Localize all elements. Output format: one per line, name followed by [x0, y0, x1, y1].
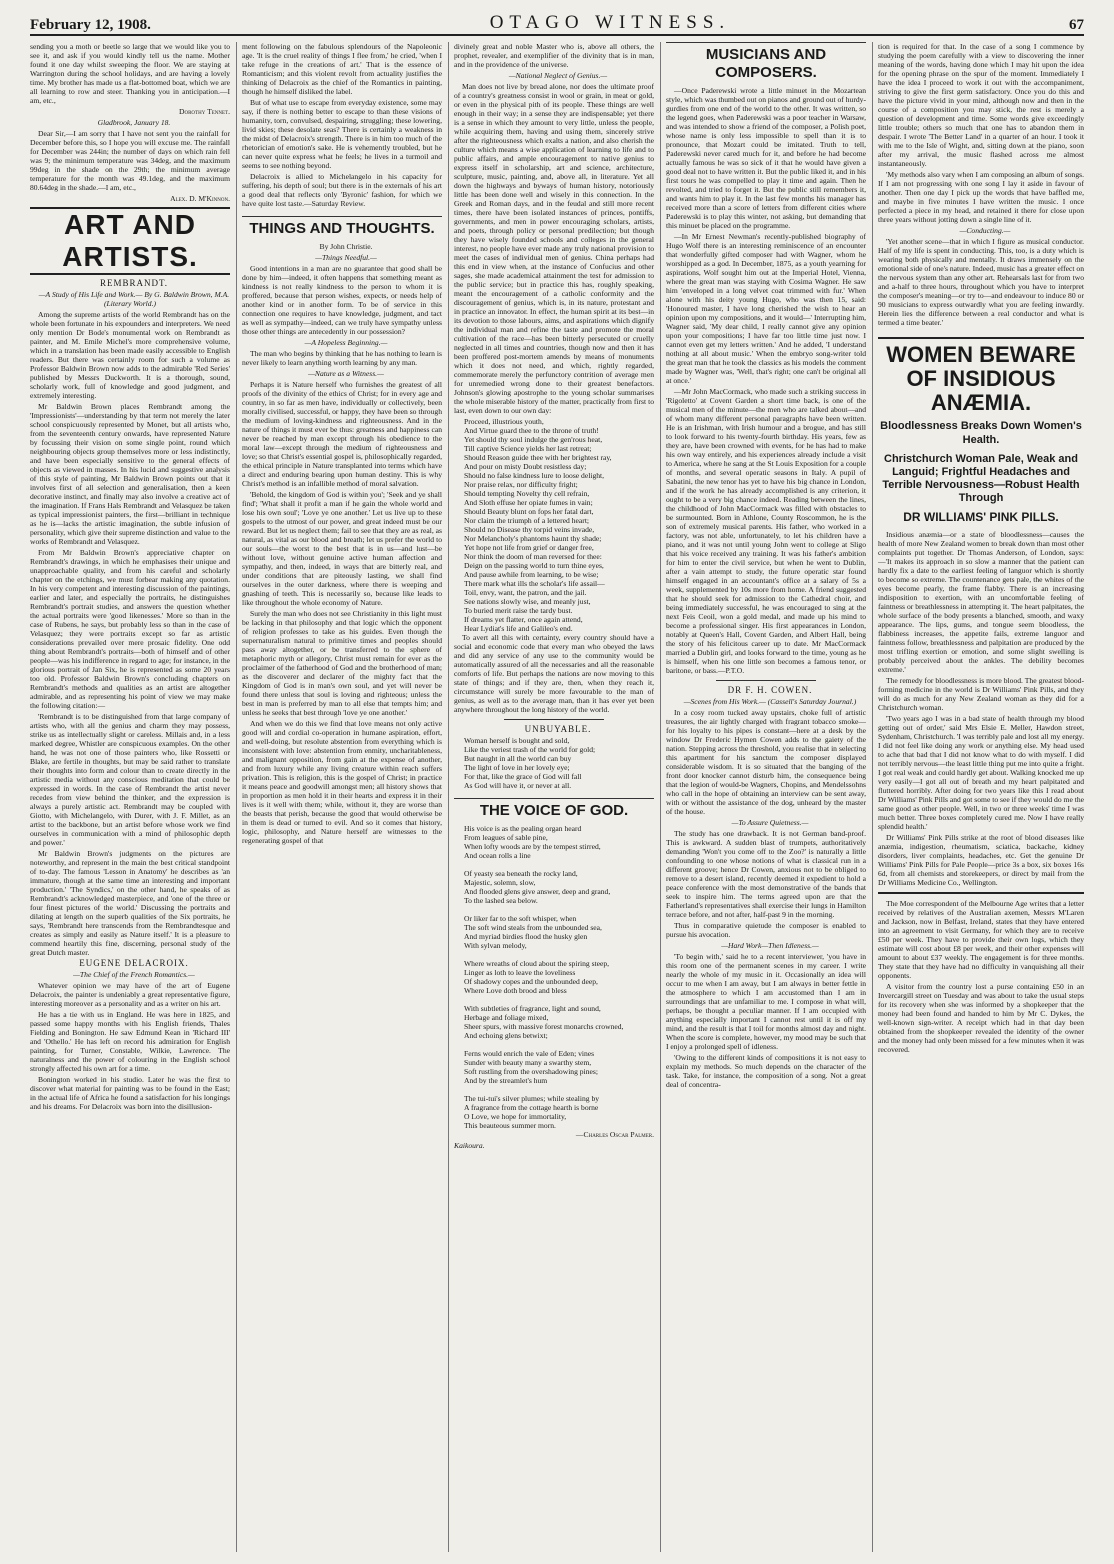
- nature-para-2: 'Behold, the kingdom of God is within you'; 'Seek and ye shall find'; 'What shall it profit a man if he gain the whole world and lose his own soul'; 'Love ye one another.' Let us live up to these gospels to the utmost of our power, and great indeed must be our reward. But let us neglect them; fail to see that they are as real, as natural, as vital as our blood and breath; let us prefer the world to our souls—the worst to the best that is in us—and lust—be without love, without genuine active human affection and sympathy, and then, indeed, in ways that are bitterly real, and under conditions that are piteously lasting, we shall find ourselves in the outer darkness, where there is weeping and gnashing of teeth. This is necessarily so, because like leads to like throughout the whole economy of Nature.: [242, 490, 442, 607]
- verse-line: Proceed, illustrious youth,: [464, 417, 544, 426]
- divider: [878, 892, 1084, 894]
- verse-line: [464, 905, 654, 914]
- cowen-subtitle: —Scenes from His Work.— (Cassell's Saturday Journal.): [683, 697, 857, 706]
- rembrandt-para-2: Mr Baldwin Brown places Rembrandt among the 'Impressionists'—understanding by that term not merely the later school conspicuously represented by Monet, but all artists who, from the seventeenth century onwards, have represented Nature by focussing their vision on some single point, round which neighbouring objects group themselves more or less indistinctly, and have been especially sensitive to the general effects of objects as viewed in masses. In his lucid and suggestive analysis of this style of painting, Mr Baldwin Brown points out that it involves first of all selection and generalisation, then a keen decorative instinct, and finally may also involve a creative act of the imagination. If Frans Hals Rembrandt and Velasquez be taken as typical impressionist painters, the first—brilliant in technique as he is—lacks the artistic imagination, the subtle infusion of personality, which give their supreme distinction and value to the works of Rembrandt and Velasquez.: [30, 402, 230, 546]
- verse-line: With sylvan melody,: [464, 941, 527, 950]
- verse-line: And pour on misty Doubt resistless day;: [464, 462, 587, 471]
- verse-line: With subtleties of fragrance, light and sound,: [464, 1004, 601, 1013]
- column-4: [666, 42, 866, 1552]
- column-3: [454, 42, 654, 1552]
- hopeless-para: The man who begins by thinking that he has nothing to learn is never likely to learn anything worth learning by any man.: [242, 349, 442, 367]
- verse-line: [464, 995, 654, 1004]
- hard-para: 'To begin with,' said he to a recent interviewer, 'you have in this room one of the permanent scenes in my career. I write nearly the whole of my music in it. Occasionally an idea will occur to me when I am away, but I am always in better fettle in the atmosphere to which I am accustomed than I am in surroundings that are unfamiliar to me. I compose in what will, perhaps, be thought a peculiar manner. If I am occupied with anything especially important I cannot rest until it is off my mind, and the result is that I toil for months almost day and night. When the score is complete, however, my mood may be such that I enjoy a prolonged spell of idleness.: [666, 952, 866, 1051]
- delacroix-para-1: Whatever opinion we may have of the art of Eugene Delacroix, the painter is undeniably a great representative figure, interesting moreover as a personality and as a writer on his art.: [30, 981, 230, 1008]
- voice-title: THE VOICE OF GOD.: [454, 798, 654, 820]
- verse-line: Yet should thy soul indulge the gen'rous heat,: [464, 435, 603, 444]
- ad-para-4: Dr Williams' Pink Pills strike at the root of blood diseases like anæmia, indigestion, rheumatism, sciatica, backache, kidney disorders, liver complaints, headaches, etc. Get the genuine Dr Williams' Pink Pills for Pale People—price 3s a box, six boxes 16s 6d, from all chemists and storekeepers, or direct by mail from the Dr Williams Medicine Co., Wellington.: [878, 833, 1084, 887]
- verse-line: Nor Melancholy's phantoms haunt thy shade;: [464, 534, 602, 543]
- nature-para-1: Perhaps it is Nature herself who furnishes the greatest of all proofs of the divinity of the ethics of Christ; for in every age and country, in so far as men have, individually or collectively, been morally civilised, successful, or happy, they have been so through the medium of loving-kindness and righteousness. And in the nature of things it must ever be thus: greatness and happiness can never be reached by man except through his obedience to the moral law—except through the medium of righteousness and love; so that Christ's essential gospel is, philosophically regarded, the ethical principle in Nature transplanted into terms which have a direct and enduring bearing upon human destiny. This is why Christ's method is an infallible method of moral salvation.: [242, 380, 442, 488]
- issue-date: February 12, 1908.: [30, 17, 151, 33]
- page-number: 67: [1069, 17, 1084, 33]
- verse-line: The light of love in her lovely eye;: [464, 763, 570, 772]
- verse-line: Ferns would enrich the vale of Eden; vines: [464, 1049, 595, 1058]
- neglect-para-1: Man does not live by bread alone, nor does the ultimate proof of a country's greatness consist in wool or grain, in meat or gold, or even in the physical pith of its people. These things are well enough in their way; in a sense they are indispensable; yet there is a sense in which they amount to very little, unless the people, while acquiring them, having and using them, sincerely strive after the righteousness which exalts a nation, and also cherish the culture which means a wise application of learning to life and to public affairs, and ample encouragement to native genius to express itself in scholarship, art and science, architecture, sculpture, music, painting, and, above all, in literature. Yet all down the highways and byways of human history, notoriously little has been done well and wisely in this connection. In the Greek and Roman days, and in the feudal and still more recent times, there have been isolated instances of princes, pontiffs, governments, and men in power encouraging scholars, artists, and poets, through policy or personal predilection; but though they have wisely founded schools and colleges in the general interest, no people have ever made any truly national provision to meet the cases of individual men of genius. China perhaps had this end in view when, at the instance of Confucius and other sages, she made academical attainment the test for admission to the public service; but in practice this has, roughly speaking, meant the encouragement of a catholic conformity and the discouragement of genius, which is, in its nature, protestant and in practice an innovator. In effect, the human spirit at its best—in its devotion to those labours, aims, and aspirations which dignify the individual man and refine the taste and promote the moral cultivation of the race—has been bitterly persecuted or cruelly neglected in all times and countries, though now and then it has been proffered post-mortem amends by means of monuments which it does not need, and which, rightly regarded, commemorate merely the perfunctory contrition of average men for unremedied wrong done to their greatest benefactors. Johnson's glowing apostrophe to the young scholar summarises the whole miserable history of the matter, practically from first to last, even down to our own day:: [454, 82, 654, 415]
- ad-para-3: 'Two years ago I was in a bad state of health through my blood getting out of order,' said Mrs Elsie E. Meller, Hawdon street, Sydenham, Christchurch. 'I was terribly pale and lost all my energy. I did not feel like doing any work or anything else. My head used to ache that bad that I did not know what to do with myself. I did not terribly nervous—the least little thing put me into quite a fright. I got real weak and could hardly get about. Walking knocked me up very easily—I got all out of breath and my heart palpitated and fluttered horribly. After doing for two years like this I read about Dr Williams' Pink Pills and got some to see if they would do me the same good as other people. Well, in two or three weeks' time I was much better. Three boxes completely cured me. Now I have really splendid health.': [878, 714, 1084, 831]
- voice-verse: [454, 824, 654, 1130]
- verse-line: If dreams yet flatter, once again attend,: [464, 615, 583, 624]
- masthead: [30, 8, 1084, 36]
- verse-line: [464, 1085, 654, 1094]
- verse-line: Sheer spurs, with massive forest monarchs crowned,: [464, 1022, 624, 1031]
- verse-line: But naught in all the world can buy: [464, 754, 572, 763]
- hopeless-heading: —A Hopeless Beginning.—: [304, 338, 388, 347]
- verse-line: The soft wind steals from the unbounded sea,: [464, 923, 602, 932]
- column-divider: [660, 42, 661, 1552]
- delacroix-para-3: Bonington worked in his studio. Later he was the first to discover what material for painting was to be found in the East; in the actual life of Africa he found a satisfaction for his longings and his dreams. For Delacroix was born into the disillusion-: [30, 1075, 230, 1111]
- johnson-verse: [454, 417, 654, 633]
- verse-line: Like the veriest trash of the world for gold;: [464, 745, 596, 754]
- verse-line: Sunder with beauty many a swarthy stem,: [464, 1058, 592, 1067]
- musicians-para-2: —In Mr Ernest Newman's recently-published biography of Hugo Wolf there is an interesting reminiscence of an encounter that wonderfully gifted composer had with Wagner, whom he worshipped as a god. In December, 1875, as a youth yearning for aspirations, Wolf sought him out at the Imperial Hotel, Vienna, where the great man was staying with Cosima Wagner. He saw him 'enveloped in a long velvet coat trimmed with fur.' When alone with his deity young Hugo, who was then 15, said: 'Honoured master, I have long cherished the wish to hear an opinion upon my compositions, and it would—' Interrupting him, Wagner said, 'My dear child, I really cannot give any opinion upon your compositions; I have far too little time just now. I cannot even get my letters written.' And he added, 'I understand nothing at all about music.' When the embryo song-writer told the great man that he took the classics as his models the comment made by Wagner was, 'Well, that's right; one can't be original all at once.': [666, 232, 866, 385]
- cowen-title: DR F. H. COWEN.: [727, 685, 813, 695]
- verse-line: Majestic, solemn, slow,: [464, 878, 536, 887]
- verse-line: And flooded glens give answer, deep and grand,: [464, 887, 611, 896]
- cowen-para-album: 'My methods also vary when I am composing an album of songs. If I am not progressing with one song I lay it aside in favour of another. Then one day I pick up the words that have baffled me, and maybe in five minutes I have written the music. I once perfected a piece in my head, and retained it there for close upon three years without jotting down a single line of it.: [878, 170, 1084, 224]
- moe-para-1: The Moe correspondent of the Melbourne Age writes that a letter received by relatives of the Australian axemen, Messrs M'Laren and Jackson, now in Belfast, Ireland, states that they have entered into an agreement to visit Germany, for which they are to receive £50 per week. They have to provide their own logs, which they estimate will cost about £8 per week, and their other expenses will amount to about £37 weekly. The engagement is for three months. They state that they have had no difficulty in vanquishing all their opponents.: [878, 899, 1084, 980]
- voice-place: Kaikoura.: [454, 1141, 485, 1150]
- verse-line: Soft rustling from the overshadowing pines;: [464, 1067, 598, 1076]
- delacroix-title: EUGENE DELACROIX.: [79, 958, 189, 968]
- ad-product-name: DR WILLIAMS' PINK PILLS.: [903, 510, 1059, 524]
- verse-line: To buried merit raise the tardy bust.: [464, 606, 573, 615]
- things-title: THINGS AND THOUGHTS.: [242, 216, 442, 238]
- cowen-para-cont: tion is required for that. In the case of a song I commence by studying the poem carefully with a view to discovering the inner meaning of the words, having done which I may hit upon the idea for the opening phrase on the spur of the moment. Immediately I have the idea I proceed to work it out with the accompaniment, striving to give the first germ satisfactory. Once you do this and have the picture vivid in your mind, although now and then in the course of a composition you may stick, the rest is merely a question of development and time. Some words give exceedingly little trouble; others so much that one has to abandon them in despair. I wrote 'The Better Land' in a quarter of an hour. I took it with me to the Isle of Wight, and, sitting down at the piano, soon after my arrival, the music flashed across me almost instantaneously.: [878, 42, 1084, 168]
- column-divider: [236, 42, 237, 1552]
- needful-heading: —Things Needful.—: [315, 253, 377, 262]
- voice-signature: —Charles Oscar Palmer.: [575, 1130, 654, 1139]
- verse-line: [464, 860, 654, 869]
- hard-heading: —Hard Work—Then Idleness.—: [721, 941, 819, 950]
- verse-line: There mark what ills the scholar's life assail—: [464, 579, 605, 588]
- verse-line: Should Reason guide thee with her brightest ray,: [464, 453, 612, 462]
- verse-line: Deign on the passing world to turn thine eyes,: [464, 561, 604, 570]
- verse-line: And Sloth effuse her opiate fumes in vain;: [464, 498, 593, 507]
- column-2: [242, 42, 442, 1552]
- verse-line: Of shadowy copes and the unbounded deep,: [464, 977, 598, 986]
- verse-line: And echoing glens betwixt;: [464, 1031, 548, 1040]
- rembrandt-para-5: Mr Baldwin Brown's judgments on the pictures are noteworthy, and represent in the main the best critical standpoint of to-day. The famous 'Lesson in Anatomy' he describes as 'an immature, though at the same time an interesting and important production.' 'The Syndics,' on the other hand, he speaks of as Rembrandt's acknowledged masterpiece, and 'one of the three or four finest pictures of the world.' Discussing the portraits and dilating at length on the superb qualities of the Six portraits, he says, 'Rembrandt here transcends from the Rembrandtesque and creates as simply and easily as Nature itself.' It is a pleasure to commend heartily this fine, discerning, personal study of the great Dutch master.: [30, 849, 230, 957]
- verse-line: Nor praise relax, nor difficulty fright;: [464, 480, 578, 489]
- rembrandt-para-3: From Mr Baldwin Brown's appreciative chapter on Rembrandt's drawings, in which he emphasises their unique and unapproachable quality, and from his careful and scholarly chapter on the etchings, we must forbear making any quotation. In his very competent and interesting discussion of the paintings, earlier and later, and especially the portraits, he distinguishes Rembrandt's portrait studies, and answers the question whether the actual portraits were 'good likenesses.' More so than in the case of Rubens, he says, but probably less so than in the case of Velasquez; they were portraits except so far as artistic considerations prevailed over mere prosaic fidelity. One odd thing about Rembrandt's portraits—both of himself and of other people—was his indifference in regard to age; for instance, in the glorious portrait of Jan Six, he is represented as some 20 years too old. Professor Baldwin Brown's concluding chapters on Rembrandt's methods and qualities as an artist are altogether admirable, and as representing his point of view we may make the following citation:—: [30, 548, 230, 710]
- rembrandt-para-1: Among the supreme artists of the world Rembrandt has on the whole been fortunate in his expounders and interpreters. We need only mention Dr Bode's monumental work on Rembrandt as painter, and M. Emile Michel's more comprehensive volume, which in a translation has been made easily accessible to English readers. But there was certainly room for such a volume as Professor Baldwin Brown now adds to the admirable 'Red Series' published by Messrs Duckworth. It is a thorough, sound, scholarly work, full of knowledge and good judgment, and extremely interesting.: [30, 310, 230, 400]
- ad-headline: WOMEN BEWARE OF INSIDIOUS ANÆMIA.: [878, 337, 1084, 415]
- nature-heading: —Nature as a Witness.—: [308, 369, 384, 378]
- verse-line: His voice is as the pealing organ heard: [464, 824, 582, 833]
- verse-line: Nor claim the triumph of a lettered heart;: [464, 516, 590, 525]
- hard-para-2: 'Owing to the different kinds of compositions it is not easy to explain my methods. So much depends on the character of the task. Take, for instance, the composition of a song. Not a great deal of concentra-: [666, 1053, 866, 1089]
- verse-line: This beauteous summer morn.: [464, 1121, 556, 1130]
- letter-signature: Dorothy Tennet.: [179, 107, 230, 116]
- verse-line: Till captive Science yields her last retreat;: [464, 444, 592, 453]
- delacroix-para-6: Delacroix is allied to Michelangelo in his capacity for suffering, his depth of soul; but there is in the externals of his art a good deal that reflects only 'Byronic' fashion, for which we have quite lost taste.—Saturday Review.: [242, 172, 442, 208]
- verse-line: Should no false kindness lure to loose delight,: [464, 471, 605, 480]
- verse-line: Of yeasty sea beneath the rocky land,: [464, 869, 578, 878]
- verse-line: To the lashed sea below.: [464, 896, 538, 905]
- verse-line: Nor think the doom of man reversed for thee:: [464, 552, 602, 561]
- verse-line: Should tempting Novelty thy cell refrain,: [464, 489, 590, 498]
- verse-line: The tui-tui's silver plumes; while stealing by: [464, 1094, 600, 1103]
- verse-line: And pause awhile from learning, to be wise;: [464, 570, 599, 579]
- verse-line: Or liker far to the soft whisper, when: [464, 914, 577, 923]
- verse-line: From leagues of sable pine,: [464, 833, 548, 842]
- delacroix-subtitle: —The Chief of the French Romantics.—: [73, 970, 195, 979]
- verse-line: [464, 950, 654, 959]
- nature-para-5: divinely great and noble Master who is, above all others, the prophet, revealer, and exemplifier of the divinity that is in man, and in the providence of the universe.: [454, 42, 654, 69]
- musicians-title: MUSICIANS AND COMPOSERS.: [666, 42, 866, 82]
- rembrandt-title: REMBRANDT.: [99, 278, 169, 288]
- section-title-art: ART AND ARTISTS.: [30, 207, 230, 275]
- divider: [504, 719, 604, 720]
- verse-line: Hear Lydiat's life and Galileo's end.: [464, 624, 573, 633]
- neglect-para-2: To avert all this with certainty, every country should have a social and economic code that every man who obeyed the laws and did any service of any use to the community would be automatically assured of all the necessaries and all the reasonable comforts of life. But perhaps the nations are now moving to this state of things; and if they are, then, when they reach it, circumstance will surely be more favourable to the man of genius, as well as to the average man, than it has ever yet been anywhere throughout the long history of the world.: [454, 633, 654, 714]
- verse-line: When lofty woods are by the tempest stirred,: [464, 842, 601, 851]
- verse-line: Where wreaths of cloud about the spiring steep,: [464, 959, 610, 968]
- column-1: [30, 42, 230, 1552]
- rembrandt-subtitle: —A Study of His Life and Work.— By G. Baldwin Brown, M.A. (Literary World.): [38, 290, 230, 308]
- conducting-heading: —Conducting.—: [959, 226, 1011, 235]
- needful-para: Good intentions in a man are no guarantee that good shall be done by him—indeed, it often happens that something meant as kindness is not really kindness to the person to whom it is proffered, because that person wishes, expects, or needs help of another kind or in another form. To be of service in this connection one requires to have knowledge, judgment, and tact as well as sympathy—indeed, can we truly have sympathy unless those other things are antecedently in our possession?: [242, 264, 442, 336]
- nature-para-3: Surely the man who does not see Christianity in this light must be lacking in that philosophy and that logic which the opponent of religion professes to take as his guides. Even though the supernaturalism natural to primitive times and peoples should pass away altogether, or be transferred to the sphere of metaphoric myth or allegory, Christ must remain for ever as the proclaimer of the fatherhood of God and the brotherhood of man; as the discoverer and declarer of the mighty fact that the Kingdom of God is in man's own soul, and yet will never be found there unless that soul is loving and righteous; unless the best in man is preferred by man to all else that tempts him; and unless he seeks that best through 'love ye one another.': [242, 609, 442, 717]
- conducting-para: 'Yet another scene—that in which I figure as musical conductor. Half of my life is spent in conducting. This, too, is a duty which is wearing both physically and mentally. It draws immensely on the emotional side of one's nature. Indeed, music has a greater effect on the nervous system than any other art. Rehearsals last for from two and a-half to three hours, throughout which you have to interpret the composer's meaning—or try to—and endeavour to induce 80 or 90 musicians to express outwardly what you are feeling inwardly. Herein lies the difference between a real conductor and what is termed a time beater.': [878, 237, 1084, 327]
- letter2-signature: Alex. D. M'Kinnon.: [170, 194, 230, 203]
- verse-line: And Virtue guard thee to the throne of truth!: [464, 426, 599, 435]
- letter-text: sending you a moth or beetle so large that we would like you to see it, and ask if you would kindly tell us the name. Mother found it one day whilst sweeping the floor. We are staying at Warrington during the school holidays, and are having a lovely time. My brother has made us a flat-bottomed boat, which we are all learning to row and steer. Thanking you in anticipation.—I am, etc.,: [30, 42, 230, 105]
- ad-para-1: Insidious anæmia—or a state of bloodlessness—causes the health of more New Zealand women to break down than most other complaints put together. Dr Thomas Anderson, of London, says:—'It makes its approach in so slow a manner that the patient can hardly fix a date to the earliest feeling of languor which is shortly to become so extreme. The countenance gets pale, the whites of the eyes become pearly, the frame flabby. There is an increasing indisposition to exertion, with an uncomfortable feeling of faintness or breathlessness in attempting it. The heart palpitates, the whole surface of the body presents a blanched, smooth, and waxy appearance. The lips, gums, and tongue seem bloodless, the flabbiness increases, the appetite fails, extreme languor and faintness follow, breathlessness and palpitation are produced by the most trifling exertion or emotion, and some slight swelling is probably perceived about the ankles. The debility becomes extreme.': [878, 530, 1084, 674]
- nature-para-4: And when we do this we find that love means not only active good will and cordial co-operation in humane aspiration, effort, and well-doing, but resolute abstention from everything which is inconsistent with love: abstention from enmity, uncharitableness, and malignant opposition, from gain at the expense of another, and from luxury while any living creature within reach suffers privation. This is religion, this is the gospel of Christ; in practice it means peace and goodwill amongst men; all history shows that in proportion as men hold it in their hearts and express it in their lives is it well with them; while, without it, they are worse than the beasts that perish, because the good that would otherwise be in them is dead or turned to evil. And so it comes that history, logic, philosophy, and Nature herself are witnesses to the regenerating gospel of that: [242, 719, 442, 845]
- assure-para: The study has one drawback. It is not German band-proof. This is awkward. A sudden blast of trumpets, authoritatively demanding 'Won't you come off to the Zoo?' is naturally a little confounding to one whose notions of what is classical run in a different groove; hence Dr Cowen, anxious not to be obliged to remove to a desert island, recently deemed it expedient to hold a peace conference with the most demonstrative of the bands that seek to inspire him. The terms agreed upon are that the Fatherland's representatives shall exercise their lungs in Hamilton terrace before, and not after, half-past 9 in the morning.: [666, 829, 866, 919]
- purse-para: A visitor from the country lost a purse containing £50 in an Invercargill street on Tuesday and was about to take the usual steps for its recovery when she was informed by a shopkeeper that the money had been found and handed to him by Mr C. Dykes, the well-known sign-writer. A receipt which had in that day been obtained from the shopkeeper revealed the identity of the owner and the money had only been missed for a few minutes when it was recovered.: [878, 982, 1084, 1054]
- cowen-para-1: In a cosy room tucked away upstairs, choke full of artistic treasures, the air lightly charged with fragrant tobacco smoke—for his loyalty to his pipes is constant—here at a desk by the window Dr Frederic Hymen Cowen adds to the gaiety of the nation. Stepping across the threshold, you realise that in selecting this apartment for his sanctum the composer displayed considerable wisdom. It is so situated that the banging of the front door knocker cannot disturb him, the consequence being that the legion of would-be Wagners, Chopins, and Mendelssohns who call in the hope of obtaining an interview can be sent away, with or without the assistance of the dog, unheard by the master of the house.: [666, 708, 866, 816]
- verse-line: Toil, envy, want, the patron, and the jail.: [464, 588, 587, 597]
- musicians-para-1: —Once Paderewski wrote a little minuet in the Mozartean style, which was thumbed out on pianos and ground out of hurdy-gurdies from one end of the world to the other. It was written, so the legend goes, when Paderewski was a poor teacher in Warsaw, and was intended to show a friend of the composer, a Polish poet, whose name is only less impossible to spell than it is to pronounce, that Mozart could be imitated. Truth to tell, Paderewski never cared much for it, and before he had become actually famous he was so sick of it that he would have given a good deal not to have written it. But the public liked it, and in his first tours he was compelled to play it time and again. Then he revolted, and tried to forget it. But the public still remembers it, and wants him to play it. In the last few months his manager has received more than a score of letters from different cities where Paderewski is to play this winter, not asking, but demanding that this minuet be placed on the programme.: [666, 86, 866, 230]
- divider: [716, 680, 816, 681]
- verse-line: Linger as loth to leave the loveliness: [464, 968, 576, 977]
- unbuyable-verse: [454, 736, 654, 790]
- verse-line: Herbage and foliage mixed,: [464, 1013, 549, 1022]
- delacroix-para-5: But of what use to escape from everyday existence, some may say, if there is nothing better to escape to than these visions of humanity, torn, convulsed, despairing, struggling; these lowering, livid skies; these desolate seas? There is certainly a weakness in the midst of Delacroix's strength. There is in him too much of the rhetorician of emotion's sake. He is vehemently troubled, but he can never quite express what he feels; he lives in a turmoil and seems to see nothing beyond.: [242, 98, 442, 170]
- musicians-para-3: —Mr John MacCormack, who made such a striking success in 'Rigoletto' at Covent Garden a short time back, is one of the musical men of the minute—the men who are talked about—and of whom many different personal paragraphs have been written. He is an Irishman, with Irish humour and a brogue, and has still to look forward to his twenty-fourth birthday. His years, few as they are, have been crowned with events, for he has had to make his own way entirely, and his experiences already include a visit to America, where he sang at the St Louis Exposition for a couple of months, and several operatic seasons in Italy. A pupil of Sabatini, the new tenor has yet to have his big chance in London, and if the work he has already accomplished is any criterion, it ought to be a very big chance indeed. Reading between the lines, the childhood of John MacCormack was filled with obstacles to be surmounted. Born in Athlone, County Roscommon, he is the son of extremely musical parents. His father, who worked in a factory, was not able, unfortunately, to let his children have a piano, and it was not until young John went to college at Sligo that his voice received any training. It was his father's ambition for him to enter the civil service, but when he went to Dublin, after a vain attempt to study, the future operatic star found himself engaged in an accountant's office at a salary of 5s a week, supplemented by 10s more from home. A friend suggested that he should seek for admission to the Cathedral choir, and being immediately successful, he was encouraged to sing at the next Feis Ceoil, won a gold medal, and made up his mind to become a professional singer. His first appearances in London, notably at Queen's Hall, Covent Garden, and Albert Hall, being the story of his felicitous career up to date. Mr MacCormack married a Dublin girl, and looks forward to the time, young as he is himself, when his one little son becomes a famous tenor, or baritone, or bass.—P.T.O.: [666, 387, 866, 675]
- verse-line: Yet hope not life from grief or danger free,: [464, 543, 594, 552]
- verse-line: And by the streamlet's hum: [464, 1076, 548, 1085]
- verse-line: Where Love doth brood and bless: [464, 986, 567, 995]
- verse-line: A fragrance from the cottage hearth is borne: [464, 1103, 599, 1112]
- assure-para-2: Thus in comparative quietude the composer is enabled to pursue his avocation.: [666, 921, 866, 939]
- rembrandt-para-4: 'Rembrandt is to be distinguished from that large company of artists who, with all the genius and charm they may possess, strike us as intellectually slight or careless. Millais and, in a less marked degree, Whistler are conspicuous examples. On the other hand, he was not one of those painters who, like Rossetti or Blake, are fertile in thoughts, but may be said rather to translate their thoughts into form and colour than to create directly in the artistic media without any conscious meditation that could be expressed in words. In the case of Rembrandt the artist never recedes from view behind the thinker, and the expression is always a purely artistic act. Rembrandt may be coupled with Giotto, with Michelangelo, with Durer, with J. F. Millet, as an artist to the backbone, but an artist before whose work we find ourselves in communication with a mind of philosophic depth and power.': [30, 712, 230, 847]
- letter2-text: Dear Sir,—I am sorry that I have not sent you the rainfall for December before this, so I hope you will excuse me. The rainfall for December was 244in; the number of days on which rain fell was 9; the minimum temperature was 34deg, and the maximum 99deg in the shade on the 29th; the minimum average temperature for the month was 49.1deg, and the maximum 80.64deg in the shade.—I am, etc.,: [30, 129, 230, 192]
- unbuyable-title: UNBUYABLE.: [524, 724, 592, 734]
- ad-subheadline: Bloodlessness Breaks Down Women's Health.: [880, 420, 1082, 446]
- column-divider: [448, 42, 449, 1552]
- column-divider: [872, 42, 873, 1552]
- delacroix-para-4: ment following on the fabulous splendours of the Napoleonic age. 'It is the cruel reality of things I flee from,' he cried, 'when I take refuge in the creations of art.' That is the essence of Romanticism; and this violent revolt from actuality justifies the thinking of Delacroix as the chief of the Romantics in painting, though he himself disliked the label.: [242, 42, 442, 96]
- things-byline: By John Christie.: [319, 242, 373, 251]
- verse-line: As God will have it, or never at all.: [464, 781, 572, 790]
- verse-line: [464, 1040, 654, 1049]
- ad-subheadline-2: Christchurch Woman Pale, Weak and Languid; Frightful Headaches and Terrible Nervousness—Robust Health Through: [882, 453, 1080, 504]
- verse-line: Woman herself is bought and sold,: [464, 736, 570, 745]
- delacroix-para-2: He has a tie with us in England. He was here in 1825, and passed some happy months with his English friends, Thales Fielding and Bonington. He saw Edmund Kean in 'Richard III' and 'Othello.' He has left on record his admiration for English painting, for Turner, Constable, Wilkie, Lawrence. The naturalness and the power of colouring in the English school strongly affected his own art for a time.: [30, 1010, 230, 1073]
- ad-para-2: The remedy for bloodlessness is more blood. The greatest blood-forming medicine in the world is Dr Williams' Pink Pills, and they will do as much for any New Zealand woman as they did for a Christchurch woman.: [878, 676, 1084, 712]
- verse-line: For that, like the grace of God will fall: [464, 772, 582, 781]
- verse-line: Should Beauty blunt on fops her fatal dart,: [464, 507, 594, 516]
- column-5: [878, 42, 1084, 1552]
- newspaper-title: OTAGO WITNESS.: [489, 12, 731, 33]
- neglect-heading: —National Neglect of Genius.—: [508, 71, 608, 80]
- verse-line: O Love, we hope for immortality,: [464, 1112, 567, 1121]
- assure-heading: —To Assure Quietness.—: [731, 818, 809, 827]
- letter2-place: Gladbrook, January 18.: [97, 118, 171, 127]
- verse-line: And myriad birdies flood the husky glen: [464, 932, 588, 941]
- verse-line: And ocean rolls a line: [464, 851, 531, 860]
- verse-line: See nations slowly wise, and meanly just,: [464, 597, 591, 606]
- verse-line: Should no Disease thy torpid veins invade,: [464, 525, 595, 534]
